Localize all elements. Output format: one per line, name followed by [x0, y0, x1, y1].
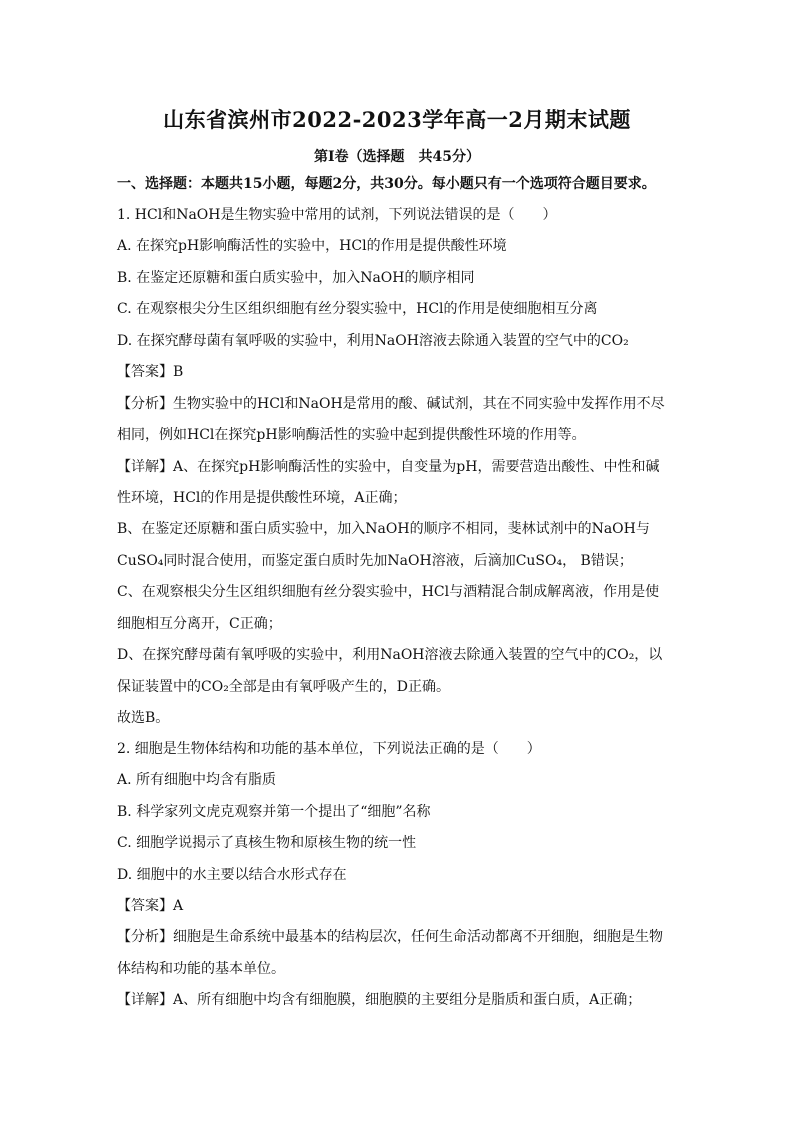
question-1-option-d: D. 在探究酵母菌有氧呼吸的实验中，利用NaOH溶液去除通入装置的空气中的CO₂	[117, 333, 629, 349]
page-title: 山东省滨州市2022-2023学年高一2月期末试题	[163, 107, 631, 132]
question-2-detail-line: 【详解】A、所有细胞中均含有细胞膜，细胞膜的主要组分是脂质和蛋白质，A正确；	[117, 992, 642, 1008]
question-1-detail-line: CuSO₄同时混合使用，而鉴定蛋白质时先加NaOH溶液，后滴加CuSO₄， B错误；	[117, 553, 633, 569]
question-2-option-c: C. 细胞学说揭示了真核生物和原核生物的统一性	[117, 835, 417, 851]
question-1-stem: 1. HCl和NaOH是生物实验中常用的试剂，下列说法错误的是（ ）	[117, 207, 557, 223]
question-1-detail-line: 保证装置中的CO₂全部是由有氧呼吸产生的，D正确。	[117, 679, 451, 695]
question-1-option-b: B. 在鉴定还原糖和蛋白质实验中，加入NaOH的顺序相同	[117, 270, 475, 286]
question-2-option-b: B. 科学家列文虎克观察并第一个提出了“细胞”名称	[117, 804, 431, 820]
section-heading: 一、选择题：本题共15小题，每题2分，共30分。每小题只有一个选项符合题目要求。	[117, 176, 656, 192]
section-subtitle: 第I卷（选择题 共45分）	[313, 149, 481, 165]
question-1-detail-line: 性环境，HCl的作用是提供酸性环境，A正确；	[117, 490, 407, 506]
question-1-detail-line: 【详解】A、在探究pH影响酶活性的实验中，自变量为pH，需要营造出酸性、中性和碱	[117, 459, 660, 475]
question-1-detail-line: C、在观察根尖分生区组织细胞有丝分裂实验中，HCl与酒精混合制成解离液，作用是使	[117, 584, 660, 600]
question-2-stem: 2. 细胞是生物体结构和功能的基本单位，下列说法正确的是（ ）	[117, 741, 541, 757]
question-1-detail-line: D、在探究酵母菌有氧呼吸的实验中，利用NaOH溶液去除通入装置的空气中的CO₂，以	[117, 647, 663, 663]
question-2-option-a: A. 所有细胞中均含有脂质	[117, 772, 277, 788]
question-2-analysis-line: 体结构和功能的基本单位。	[117, 961, 285, 977]
question-1-detail-line: B、在鉴定还原糖和蛋白质实验中，加入NaOH的顺序不相同，斐林试剂中的NaOH与	[117, 521, 650, 537]
question-1-detail-line: 细胞相互分离开，C正确；	[117, 616, 282, 632]
question-1-analysis-line: 相同，例如HCl在探究pH影响酶活性的实验中起到提供酸性环境的作用等。	[117, 427, 586, 443]
question-1-answer: 【答案】B	[117, 364, 184, 380]
question-2-answer: 【答案】A	[117, 898, 184, 914]
question-1-option-c: C. 在观察根尖分生区组织细胞有丝分裂实验中，HCl的作用是使细胞相互分离	[117, 301, 598, 317]
question-1-analysis-line: 【分析】生物实验中的HCl和NaOH是常用的酸、碱试剂，其在不同实验中发挥作用不尽	[117, 396, 665, 412]
question-1-option-a: A. 在探究pH影响酶活性的实验中，HCl的作用是提供酸性环境	[117, 238, 507, 254]
question-1-conclusion: 故选B。	[117, 710, 170, 726]
question-2-analysis-line: 【分析】细胞是生命系统中最基本的结构层次，任何生命活动都离不开细胞，细胞是生物	[117, 929, 663, 945]
question-2-option-d: D. 细胞中的水主要以结合水形式存在	[117, 867, 347, 883]
